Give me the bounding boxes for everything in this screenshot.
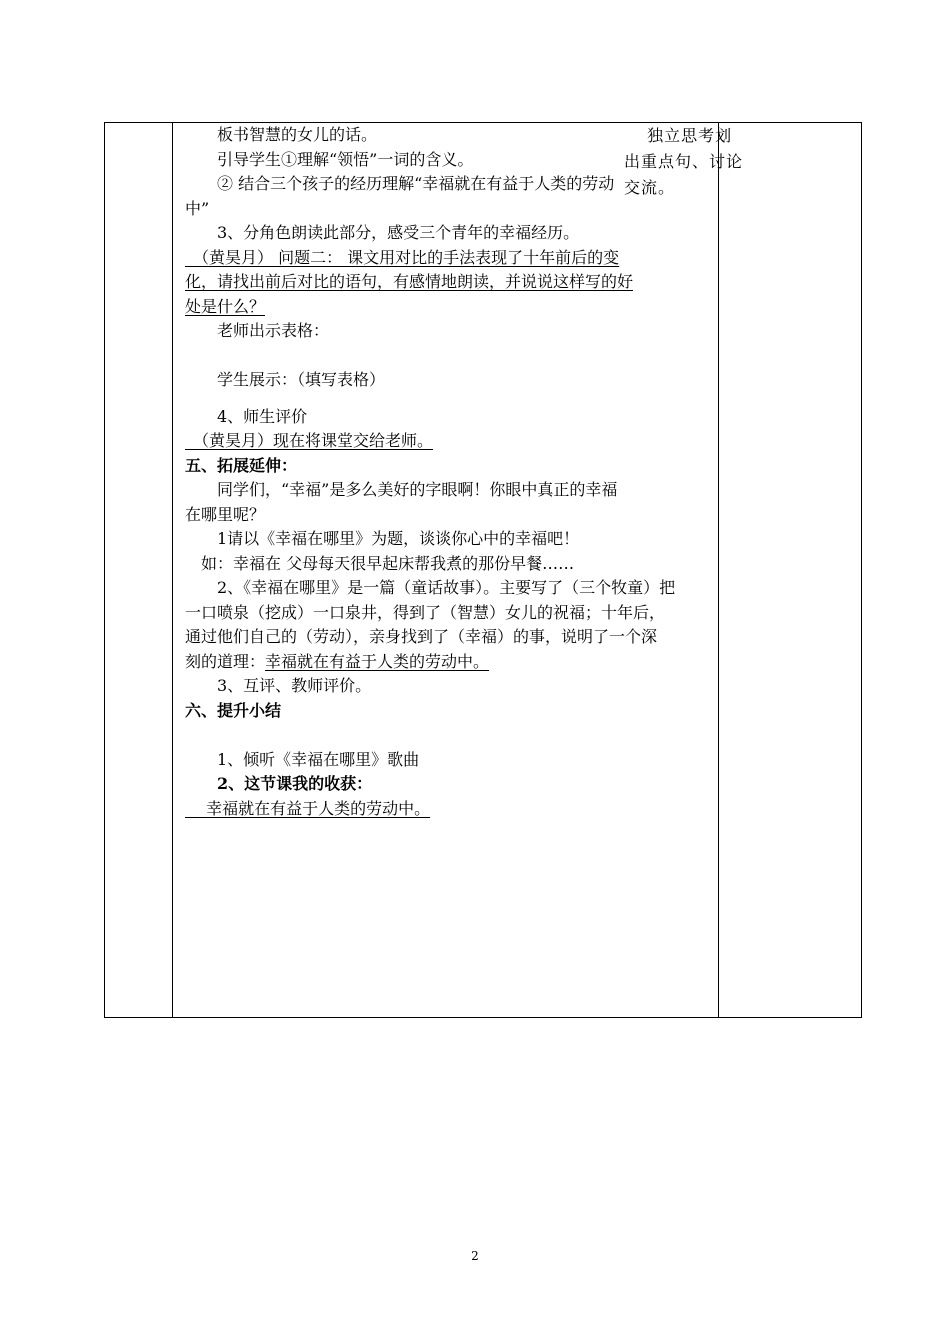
text-line: [185, 319, 715, 344]
text-segment: 一口喷泉（挖成）一口泉井，得到了（智慧）女儿的祝福；十年后，: [185, 602, 666, 622]
text-line: [185, 674, 715, 699]
text-line: [185, 601, 715, 626]
text-segment: 板书智慧的女儿的话。: [185, 125, 378, 144]
text-segment: 中”: [185, 198, 210, 218]
underlined-segment: 幸福就在有益于人类的劳动中。: [265, 651, 490, 671]
text-line: [185, 405, 715, 430]
underlined-segment: （黄昊月）现在将课堂交给老师。: [185, 431, 434, 450]
text-segment: 引导学生①理解“领悟”一词的含义。: [185, 149, 474, 169]
text-segment: 老师出示表格：: [185, 321, 330, 340]
underlined-segment: 化，请找出前后对比的语句，有感情地朗读，并说说这样写的好: [185, 272, 634, 291]
side-text-line: 交流。: [624, 178, 676, 197]
text-segment: 4、师生评价: [185, 406, 308, 426]
text-segment: 2、这节课我的收获：: [185, 774, 373, 793]
blank-line: [185, 344, 715, 369]
text-segment: 通过他们自己的（劳动），亲身找到了（幸福）的事，说明了一个深: [185, 627, 658, 646]
column-divider-right: [718, 123, 719, 1017]
text-line: [185, 503, 715, 528]
blank-line: [185, 723, 715, 748]
text-line: [185, 478, 715, 503]
text-segment: 六、提升小结: [185, 700, 282, 720]
text-segment: 1请以《幸福在哪里》为题，谈谈你心中的幸福吧！: [185, 529, 580, 548]
section-heading: [185, 454, 715, 479]
blank-line: [185, 393, 715, 405]
student-activity-cell: [624, 123, 752, 201]
underlined-segment: 幸福就在有益于人类的劳动中。: [185, 798, 431, 818]
text-line: [185, 246, 715, 271]
text-segment: 2、《幸福在哪里》是一篇（童话故事）。主要写了（三个牧童）把: [185, 578, 676, 597]
text-segment: 学生展示：（填写表格）: [185, 370, 386, 389]
text-segment: 如：幸福在 父母每天很早起床帮我煮的那份早餐……: [185, 553, 575, 573]
text-line: [185, 270, 715, 295]
text-line: [185, 295, 715, 320]
page-number: 2: [471, 1249, 479, 1263]
text-segment: 五、拓展延伸：: [185, 455, 298, 475]
underlined-segment: 处是什么？: [185, 296, 266, 316]
text-line: [185, 576, 715, 601]
text-segment: 同学们，“幸福”是多么美好的字眼啊！你眼中真正的幸福: [185, 480, 618, 499]
lesson-table: [104, 122, 862, 1018]
text-line: [185, 650, 715, 675]
text-segment: 3、互评、教师评价。: [185, 676, 372, 695]
text-line: [185, 429, 715, 454]
text-segment: 1、倾听《幸福在哪里》歌曲: [185, 749, 420, 769]
section-heading: [185, 699, 715, 724]
text-line: [185, 748, 715, 773]
text-line: [185, 625, 715, 650]
text-segment: ② 结合三个孩子的经历理解“幸福就在有益于人类的劳动: [185, 174, 615, 193]
teaching-process-cell: [185, 123, 715, 821]
column-divider-left: [172, 123, 173, 1017]
text-line: [185, 527, 715, 552]
text-line: [185, 221, 715, 246]
section-heading: [185, 772, 715, 797]
text-segment: 3、分角色朗读此部分，感受三个青年的幸福经历。: [185, 223, 580, 242]
text-segment: 刻的道理：: [185, 651, 266, 671]
side-text-line: 独立思考划: [624, 126, 733, 145]
underlined-segment: （黄昊月） 问题二： 课文用对比的手法表现了十年前后的变: [185, 247, 620, 267]
text-segment: 在哪里呢？: [185, 504, 266, 524]
text-line: [185, 552, 715, 577]
text-line: [185, 797, 715, 822]
text-line: [185, 368, 715, 393]
side-text-line: 出重点句、讨论: [624, 152, 744, 171]
